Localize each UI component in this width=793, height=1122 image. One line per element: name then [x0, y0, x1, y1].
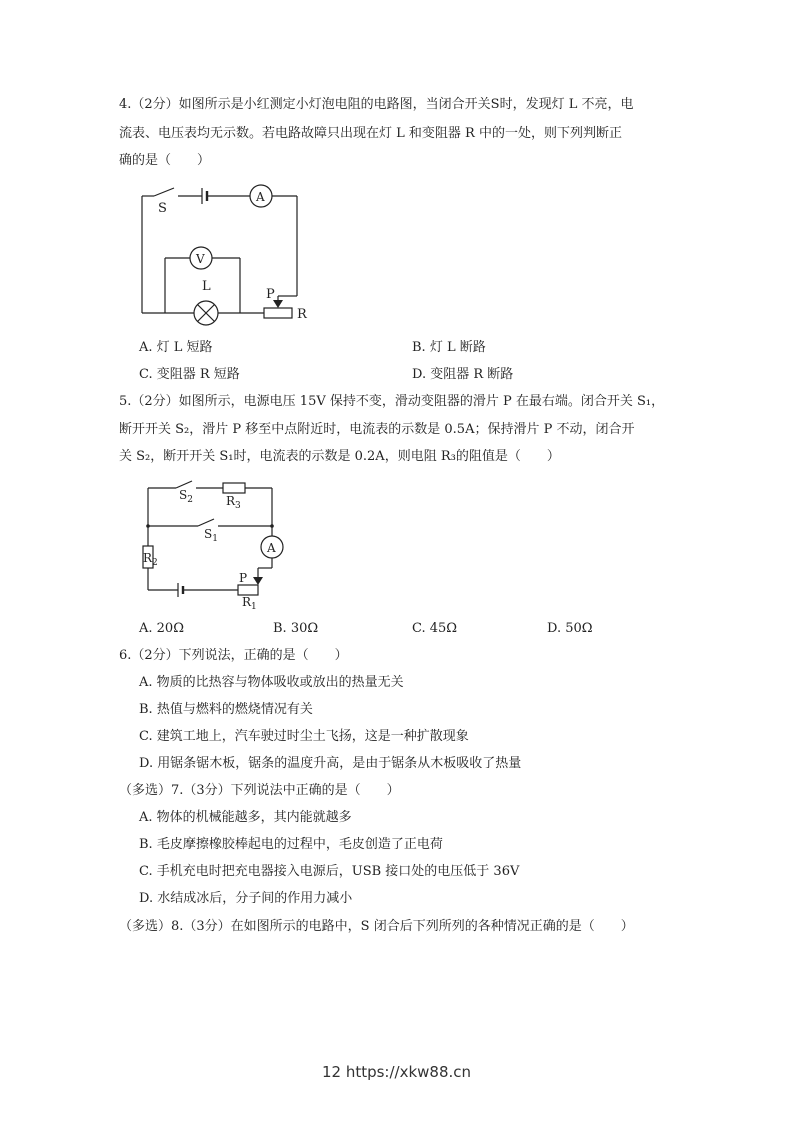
q4-option-c: C. 变阻器 R 短路	[139, 367, 240, 382]
q5-label-P: P	[239, 571, 248, 585]
q5-label-R2: $R_2$	[143, 551, 158, 568]
q7-stem: （多选）7.（3分）下列说法中正确的是（ ）	[119, 783, 400, 798]
q6-stem: 6.（2分）下列说法，正确的是（ ）	[119, 648, 348, 663]
q5-label-A: A	[267, 541, 276, 555]
q5-stem-line2: 断开开关 S₂，滑片 P 移至中点附近时，电流表的示数是 0.5A；保持滑片 P 不动，闭合开	[119, 422, 635, 437]
q4-option-b: B. 灯 L 断路	[412, 340, 486, 355]
q4-label-L: L	[202, 279, 211, 294]
q6-option-a: A. 物质的比热容与物体吸收或放出的热量无关	[139, 675, 404, 690]
q7-option-b: B. 毛皮摩擦橡胶棒起电的过程中，毛皮创造了正电荷	[139, 837, 443, 852]
q6-option-c: C. 建筑工地上，汽车驶过时尘土飞扬，这是一种扩散现象	[139, 729, 469, 744]
q4-label-R: R	[297, 307, 307, 322]
q4-option-d: D. 变阻器 R 断路	[412, 367, 514, 382]
q5-label-R1: $R_1$	[242, 595, 257, 612]
q7-option-a: A. 物体的机械能越多，其内能就越多	[139, 810, 352, 825]
q5-stem-line3: 关 S₂，断开开关 S₁时，电流表的示数是 0.2A，则电阻 R₃的阻值是（ ）	[119, 449, 560, 464]
q5-option-a: A. 20Ω	[139, 621, 184, 636]
q6-option-b: B. 热值与燃料的燃烧情况有关	[139, 702, 313, 717]
q5-circuit-diagram	[138, 476, 288, 616]
q4-stem-line3: 确的是（ ）	[119, 153, 211, 168]
q4-label-V: V	[196, 252, 205, 266]
q4-stem-line1: 4.（2分）如图所示是小红测定小灯泡电阻的电路图，当闭合开关S时，发现灯 L 不亮，电	[119, 97, 634, 112]
q5-option-b: B. 30Ω	[273, 621, 319, 636]
q4-option-a: A. 灯 L 短路	[139, 340, 213, 355]
q7-option-d: D. 水结成冰后，分子间的作用力减小	[139, 891, 353, 906]
q8-stem: （多选）8.（3分）在如图所示的电路中，S 闭合后下列所列的各种情况正确的是（ ）	[119, 919, 634, 934]
q5-stem-line1: 5.（2分）如图所示，电源电压 15V 保持不变，滑动变阻器的滑片 P 在最右端。闭合开关 S₁，	[119, 394, 665, 409]
q4-label-S: S	[158, 201, 167, 216]
q4-stem-line2: 流表、电压表均无示数。若电路故障只出现在灯 L 和变阻器 R 中的一处，则下列判断正	[119, 126, 622, 141]
q4-label-A: A	[256, 190, 265, 204]
page-footer: 12 https://xkw88.cn	[321, 1063, 472, 1081]
q5-label-S1: $S_1$	[204, 527, 218, 544]
q6-option-d: D. 用锯条锯木板，锯条的温度升高，是由于锯条从木板吸收了热量	[139, 756, 522, 771]
q4-circuit-diagram	[130, 178, 320, 328]
q4-label-P: P	[266, 287, 275, 302]
q5-label-R3: $R_3$	[226, 494, 241, 511]
q5-label-S2: $S_2$	[179, 488, 193, 505]
q5-option-c: C. 45Ω	[412, 621, 458, 636]
q5-option-d: D. 50Ω	[547, 621, 593, 636]
q7-option-c: C. 手机充电时把充电器接入电源后，USB 接口处的电压低于 36V	[139, 864, 520, 879]
